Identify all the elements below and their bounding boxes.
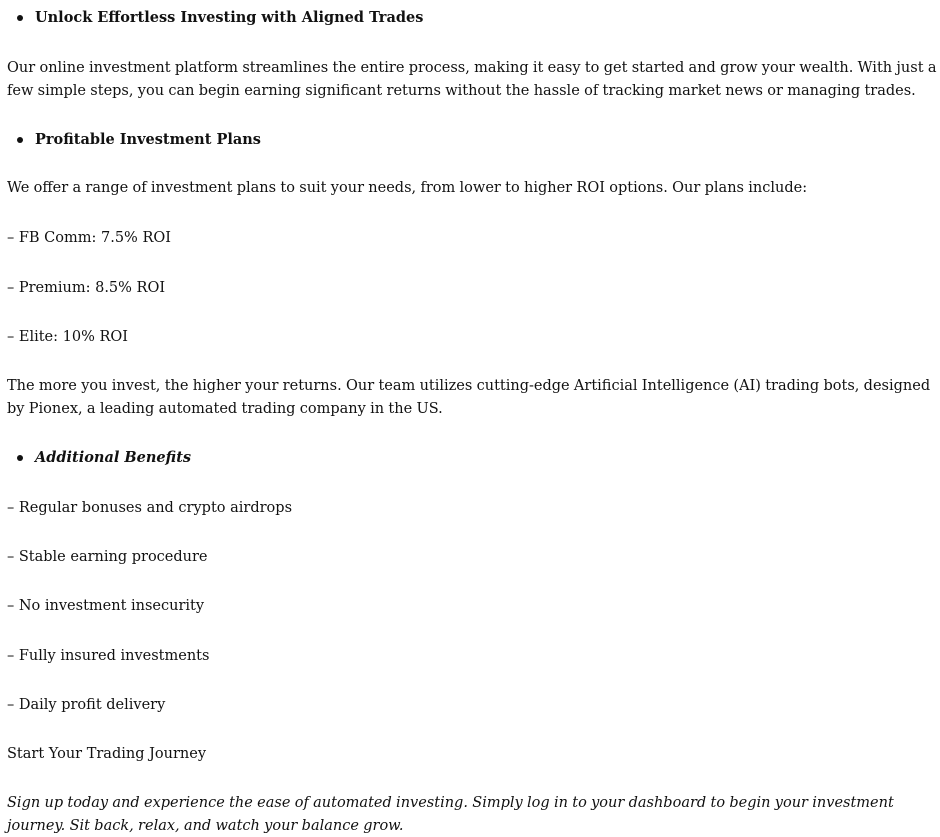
bullet-item-plans (17, 129, 261, 151)
bullet-heading-benefits: Additional Benefits (35, 449, 192, 466)
benefit-item-bonuses: – Regular bonuses and crypto airdrops (7, 500, 293, 516)
benefit-item-stable: – Stable earning procedure (7, 549, 208, 565)
intro-paragraph: Our online investment platform streamlines the entire process, making it easy to get started and grow your wealth. With just a few simple steps, you can begin earning significant returns without the hassle of tracking market news or managing trades. (7, 60, 937, 99)
plan-item-elite: – Elite: 10% ROI (7, 329, 128, 345)
cta-paragraph: Sign up today and experience the ease of automated investing. Simply log in to your dashboard to begin your investment journey. Sit back, relax, and watch your balance grow. (7, 795, 894, 834)
plan-item-fb-comm: – FB Comm: 7.5% ROI (7, 230, 171, 246)
bullet-dot-icon (17, 137, 23, 143)
bullet-dot-icon (17, 455, 23, 461)
benefit-item-daily: – Daily profit delivery (7, 697, 166, 713)
plan-item-premium: – Premium: 8.5% ROI (7, 280, 166, 296)
bullet-heading-plans: Profitable Investment Plans (35, 131, 261, 148)
benefit-item-security: – No investment insecurity (7, 598, 205, 614)
cta-heading: Start Your Trading Journey (7, 746, 207, 762)
ai-paragraph: The more you invest, the higher your returns. Our team utilizes cutting-edge Artificial Intelligence (AI) trading bots, designed by Pionex, a leading automated trading company in the US. (7, 378, 931, 417)
bullet-dot-icon (17, 15, 23, 21)
bullet-item-benefits (17, 447, 191, 469)
bullet-heading-unlock: Unlock Effortless Investing with Aligned Trades (35, 9, 424, 26)
bullet-item-unlock (17, 7, 423, 29)
benefit-item-insured: – Fully insured investments (7, 648, 210, 664)
plans-paragraph: We offer a range of investment plans to suit your needs, from lower to higher ROI options. Our plans include: (7, 180, 808, 196)
